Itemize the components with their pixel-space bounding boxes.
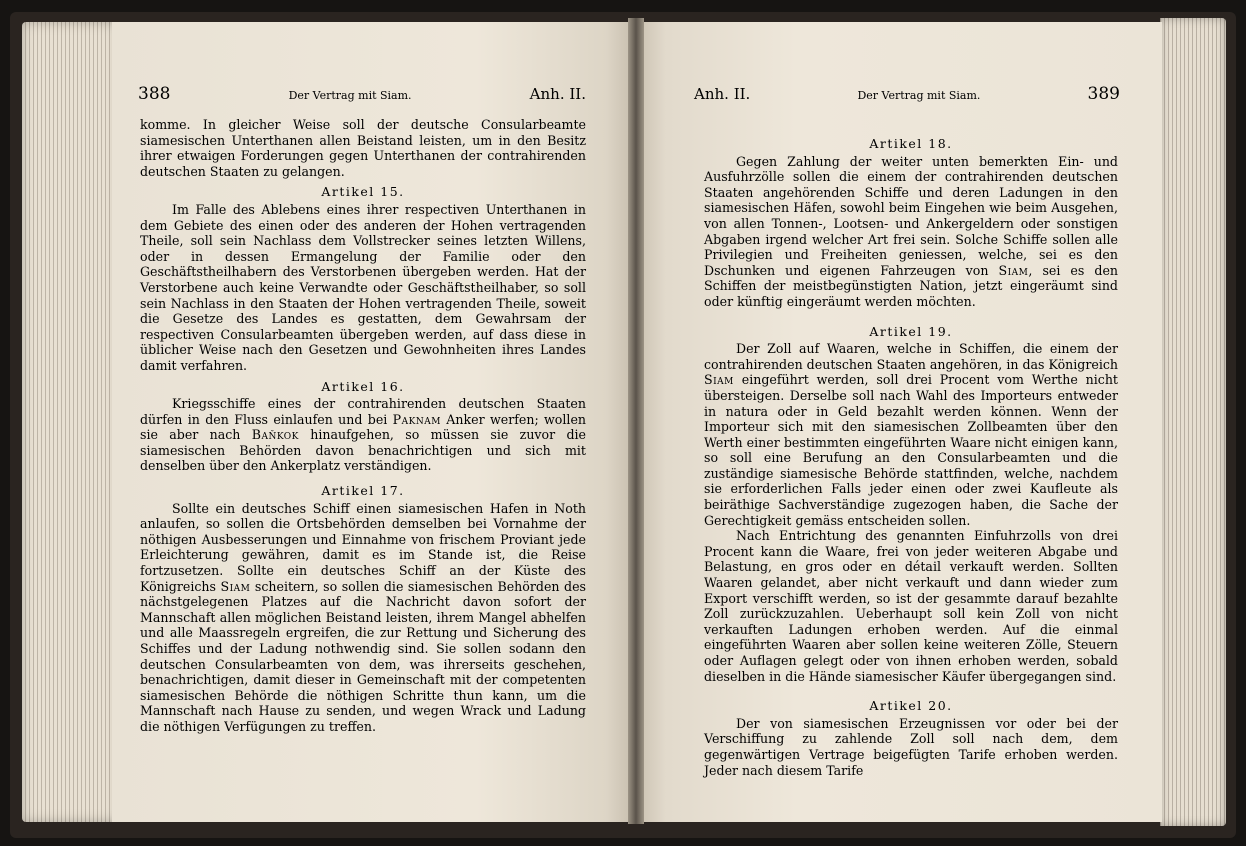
page-edges-left	[22, 22, 118, 822]
right-page-body	[704, 118, 1118, 778]
paragraph: Im Falle des Ablebens eines ihrer respectiven Unterthanen in dem Gebiete des einen oder des anderen der Hohen vertragenden Theile, soll sein Nachlass dem Vollstrecker seines letzten Willens, oder in dessen Ermangelung der Familie oder den Geschäftstheilhabern des Verstorbenen übergeben werden. Hat der Verstorbene auch keine Verwandte oder Geschäftstheilhaber, so soll sein Nachlass in den Staaten der Hohen vertragenden Theile, soweit die Gesetze des Landes es gestatten, dem Gewahrsam der respectiven Consularbeamten übergeben werden, auf dass diese in üblicher Weise nach den Gesetzen und Gewohnheiten ihres Landes damit verfahren.	[140, 201, 586, 373]
place-name: Siam	[998, 262, 1029, 278]
running-title: Der Vertrag mit Siam.	[857, 89, 981, 102]
paragraph: Sollte ein deutsches Schiff einen siamesischen Hafen in Noth anlaufen, so sollen die Ortsbehörden demselben bei Vornahme der nöthigen Ausbesserungen und Einnahme von frischem Proviant jede Erleichterung gewähren, damit es im Stande ist, die Reise fortzusetzen. Sollte ein deutsches Schiff an der Küste des Königreichs Siam scheitern, so sollen die siamesischen Behörden des nächstgelegenen Platzes auf die Nachricht davon sofort der Mannschaft allen möglichen Beistand leisten, ihrem Mangel abhelfen und alle Maassregeln ergreifen, die zur Rettung und Sicherung des Schiffes und der Ladung nothwendig sind. Sie sollen sodann den deutschen Consularbeamten von dem, was ihrerseits geschehen, benachrichtigen, damit dieser in Gemeinschaft mit der competenten siamesischen Behörde die nöthigen Schritte thun kann, um die Mannschaft nach Hause zu senden, und wegen Wrack und Ladung die nöthigen Verfügungen zu treffen.	[140, 500, 586, 734]
article-heading: Artikel 15.	[321, 184, 405, 200]
running-title: Der Vertrag mit Siam.	[288, 89, 412, 102]
page-number: 389	[1087, 84, 1120, 104]
appendix-label: Anh. II.	[529, 85, 586, 103]
place-name: Siam	[220, 578, 251, 594]
appendix-label: Anh. II.	[694, 85, 751, 103]
book-gutter	[628, 18, 644, 824]
paragraph: Der Zoll auf Waaren, welche in Schiffen, die einem der contrahirenden deutschen Staaten angehören, in das Königreich Siam eingeführt werden, soll drei Procent vom Werthe nicht übersteigen. Derselbe soll nach Wahl des Importeurs entweder in natura oder in Geld bezahlt werden können. Wenn der Importeur sich mit den siamesischen Zollbeamten über den Werth einer bestimmten eingeführten Waare nicht einigen kann, so soll eine Berufung an den Consularbeamten und die zuständige siamesische Behörde stattfinden, welche, nachdem sie erforderlichen Falls jeder einen oder zwei Kaufleute als beiräthige Sachverständige zugezogen haben, die Sache der Gerechtigkeit gemäss entscheiden sollen.	[704, 341, 1119, 528]
paragraph: komme. In gleicher Weise soll der deutsche Consularbeamte siamesischen Unterthanen allen Beistand leisten, um in den Besitz ihrer etwaigen Forderungen gegen Unterthanen der contrahirenden deutschen Staaten zu gelangen.	[140, 117, 586, 179]
article-heading: Artikel 18.	[869, 136, 953, 151]
right-page-header	[694, 84, 1120, 110]
left-page-body	[140, 117, 586, 735]
left-page-header	[138, 84, 586, 110]
place-name: Siam	[704, 372, 734, 388]
article-heading: Artikel 17.	[321, 483, 405, 499]
place-name: Baňkok	[251, 427, 299, 443]
page-number: 388	[138, 84, 171, 104]
place-name: Paknam	[392, 411, 441, 427]
article-heading: Artikel 16.	[321, 378, 405, 394]
paragraph: Kriegsschiffe eines der contrahirenden deutschen Staaten dürfen in den Fluss einlaufen und bei Paknam Anker werfen; wollen sie aber nach Baňkok hinaufgehen, so müssen sie zuvor die siamesischen Behörden davon benachrichtigen und sich mit denselben über den Ankerplatz verständigen.	[140, 396, 587, 474]
page-edges-right	[1160, 18, 1226, 826]
article-heading: Artikel 19.	[869, 323, 953, 339]
article-heading: Artikel 20.	[869, 698, 953, 714]
paragraph: Nach Entrichtung des genannten Einfuhrzolls von drei Procent kann die Waare, frei von jeder weiteren Abgabe und Belastung, en gros oder en détail verkauft werden. Sollten Waaren gelandet, aber nicht verkauft und dann wieder zum Export verschifft werden, so ist der gesammte darauf bezahlte Zoll zurückzuzahlen. Ueberhaupt soll kein Zoll von nicht verkauften Ladungen erhoben werden. Auf die einmal eingeführten Waaren aber sollen keine weiteren Zölle, Steuern oder Auflagen gelegt oder von ihnen erhoben werden, sobald dieselben in die Hände siamesischer Käufer übergegangen sind.	[704, 528, 1118, 684]
paragraph: Gegen Zahlung der weiter unten bemerkten Ein- und Ausfuhrzölle sollen die einem der contrahirenden deutschen Staaten angehörenden Schiffe und deren Ladungen in den siamesischen Häfen, sowohl beim Eingehen wie beim Ausgehen, von allen Tonnen-, Lootsen- und Ankergeldern oder sonstigen Abgaben irgend welcher Art frei sein. Solche Schiffe sollen alle Privilegien und Freiheiten geniessen, welche, sei es den Dschunken und eigenen Fahrzeugen von Siam, sei es den Schiffen der meistbegünstigten Nation, jetzt eingeräumt sind oder künftig eingeräumt werden möchten.	[704, 153, 1119, 309]
paragraph: Der von siamesischen Erzeugnissen vor oder bei der Verschiffung zu zahlende Zoll soll nach dem, dem gegenwärtigen Vertrage beigefügten Tarife erhoben werden. Jeder nach diesem Tarife	[704, 715, 1118, 778]
